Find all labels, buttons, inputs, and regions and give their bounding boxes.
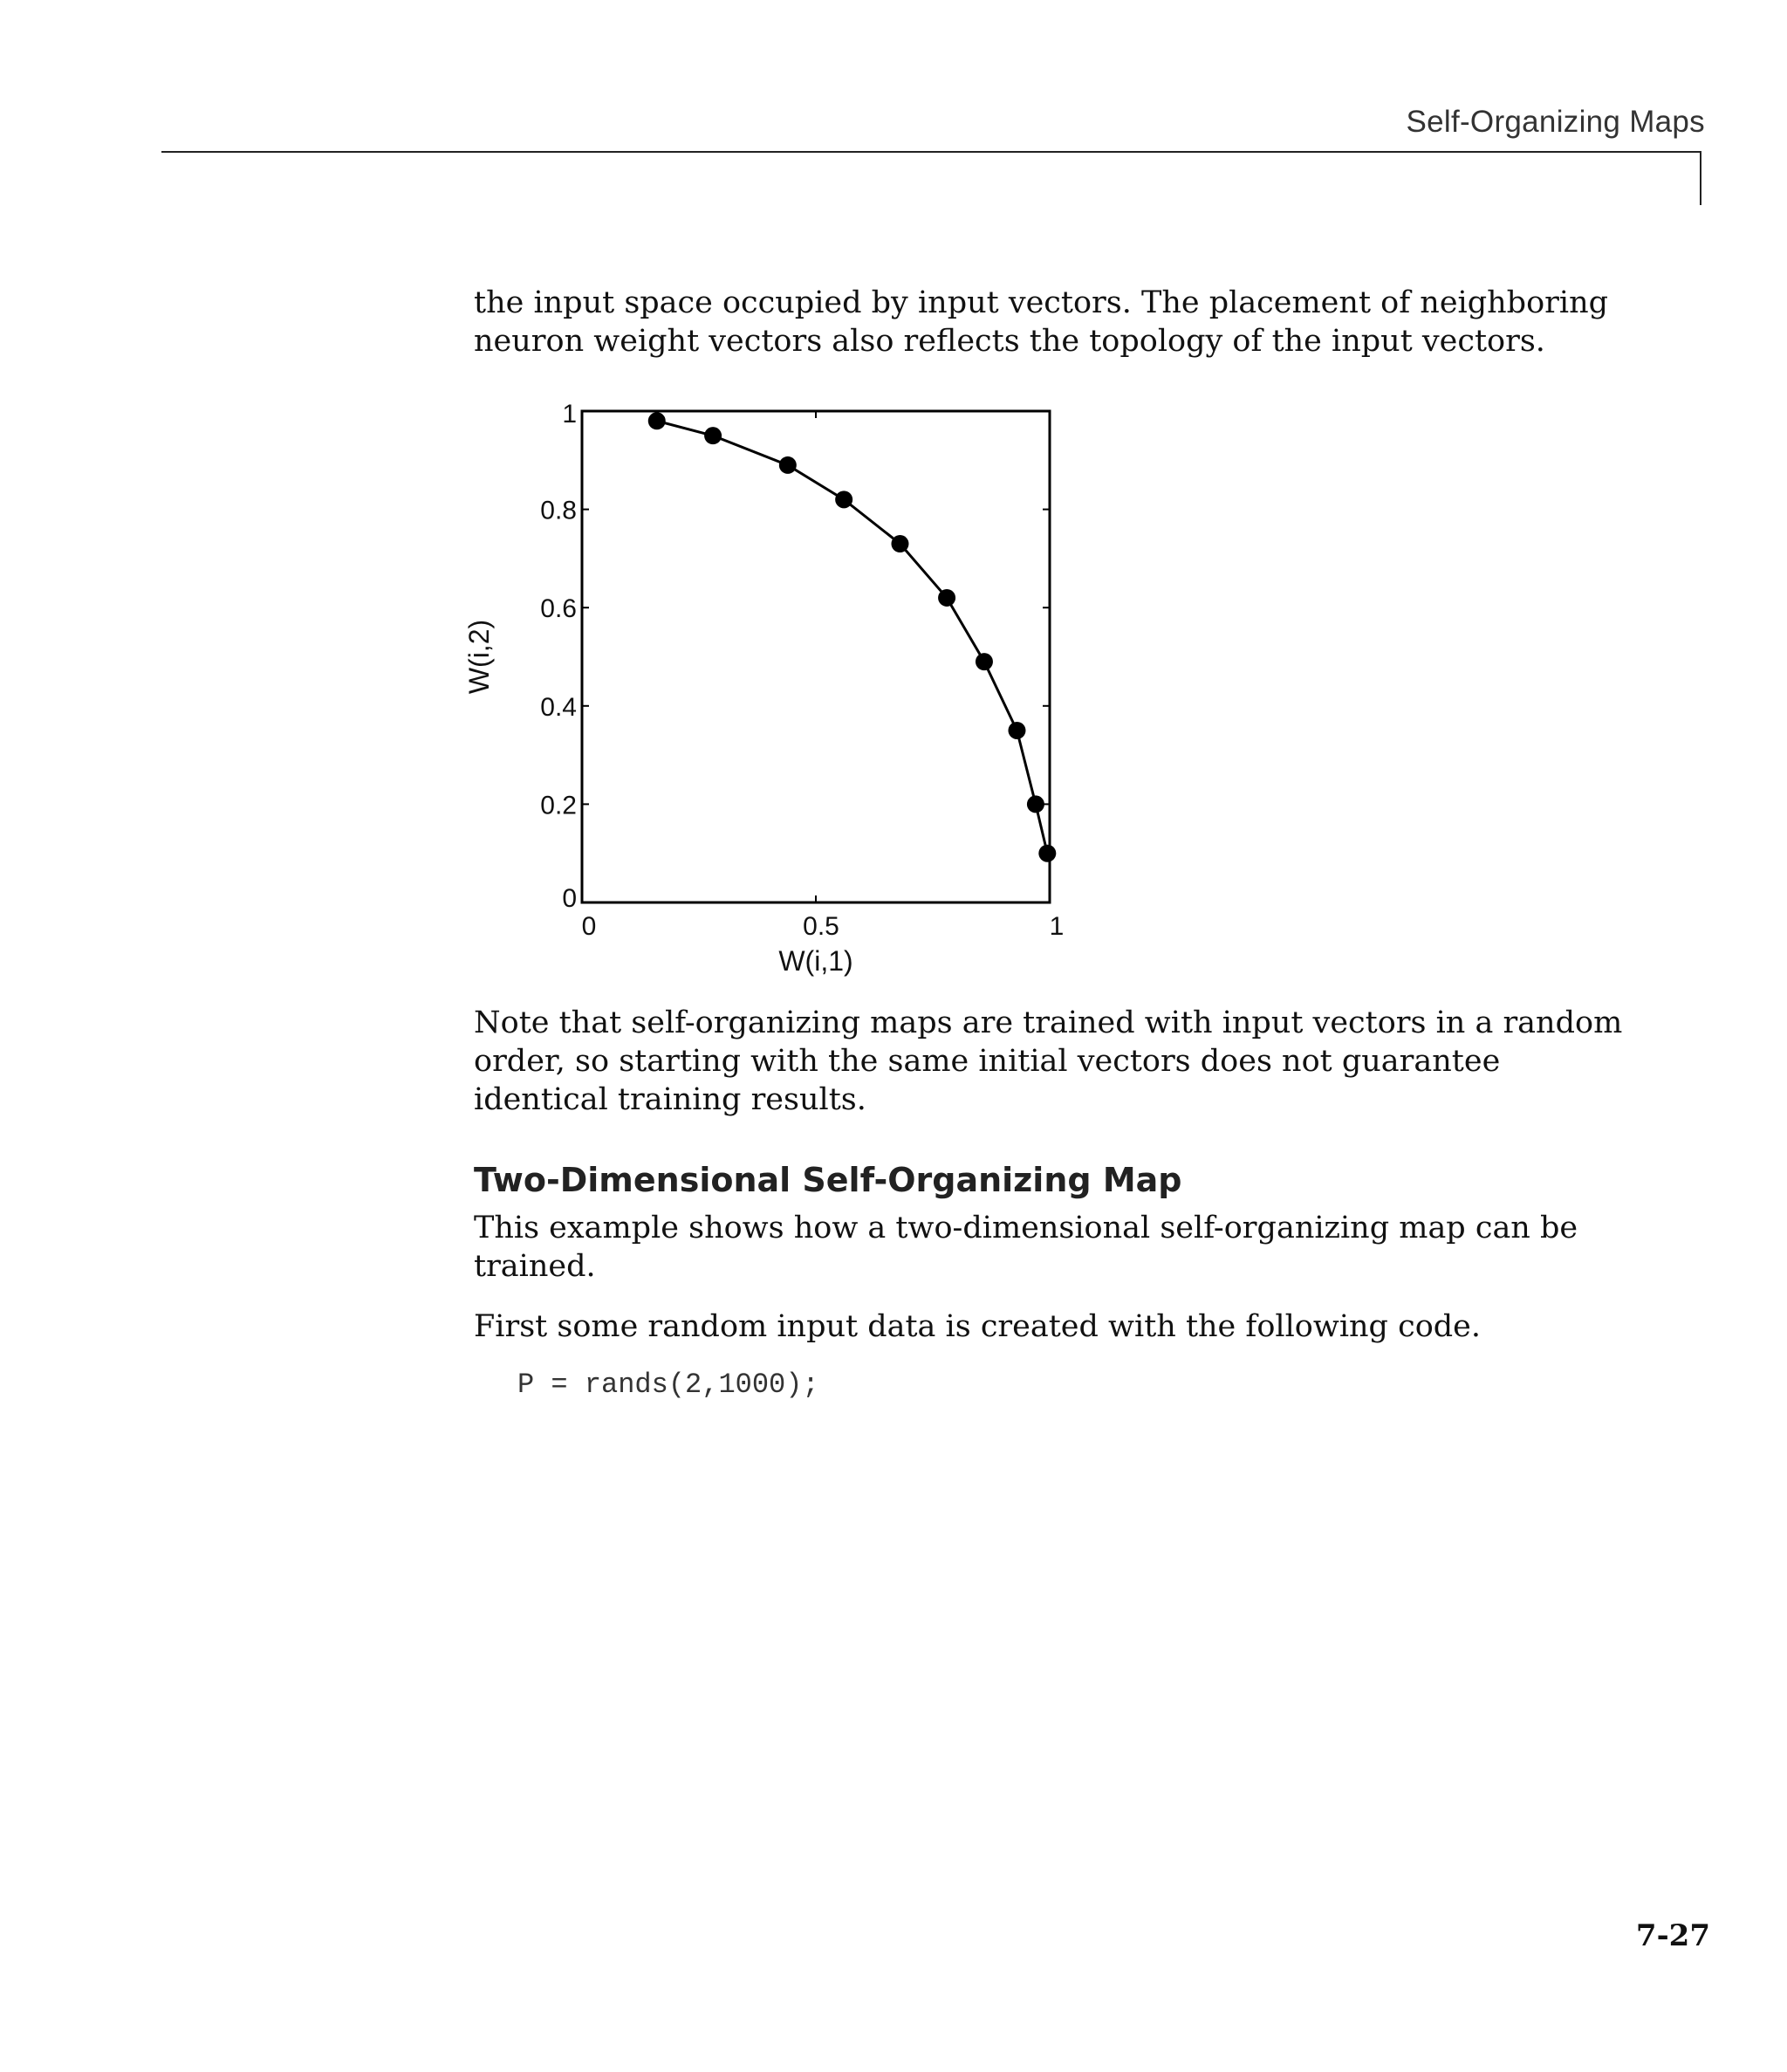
note-paragraph: Note that self-organizing maps are trained with input vectors in a random order, so starting with the same initial vectors does not guarantee identical training results. [474,1005,1623,1117]
x-tick-label: 0 [581,912,597,941]
data-point [976,653,993,670]
data-point [938,589,955,607]
data-point [704,427,722,444]
x-tick-label: 1 [1049,912,1065,941]
y-tick-label: 1 [562,400,577,429]
section-heading: Two-Dimensional Self-Organizing Map [474,1161,1182,1199]
data-point [648,412,666,429]
series-group [648,412,1057,861]
data-point [1027,795,1044,813]
weight-vector-plot [462,384,1126,995]
y-tick-label: 0.4 [540,692,577,722]
code-sample: P = rands(2,1000); [517,1369,819,1401]
y-tick-label: 0.8 [540,496,577,525]
data-point [835,491,852,508]
header-rule [161,151,1701,153]
y-tick-label: 0.6 [540,594,577,624]
data-point [891,535,908,552]
y-tick-label: 0.2 [540,791,577,820]
y-axis-label: W(i,2) [463,619,495,695]
x-axis-label: W(i,1) [778,945,853,977]
data-point [1038,845,1056,862]
y-tick-label: 0 [562,884,577,913]
y-ticks [540,400,1050,913]
series-line [657,421,1048,853]
header-rule-tick [1700,151,1701,205]
first-paragraph: First some random input data is created with the following code. [474,1309,1482,1344]
page-number: 7-27 [1635,1918,1710,1953]
example-paragraph: This example shows how a two-dimensional self-organizing map can be trained. [474,1211,1578,1284]
running-head-title: Self-Organizing Maps [1406,105,1705,139]
data-point [779,456,797,474]
x-tick-label: 0.5 [803,912,839,941]
intro-paragraph: the input space occupied by input vectors. The placement of neighboring neuron weight vectors also reflects the topology of the input vectors. [474,285,1609,359]
data-point [1008,722,1025,739]
